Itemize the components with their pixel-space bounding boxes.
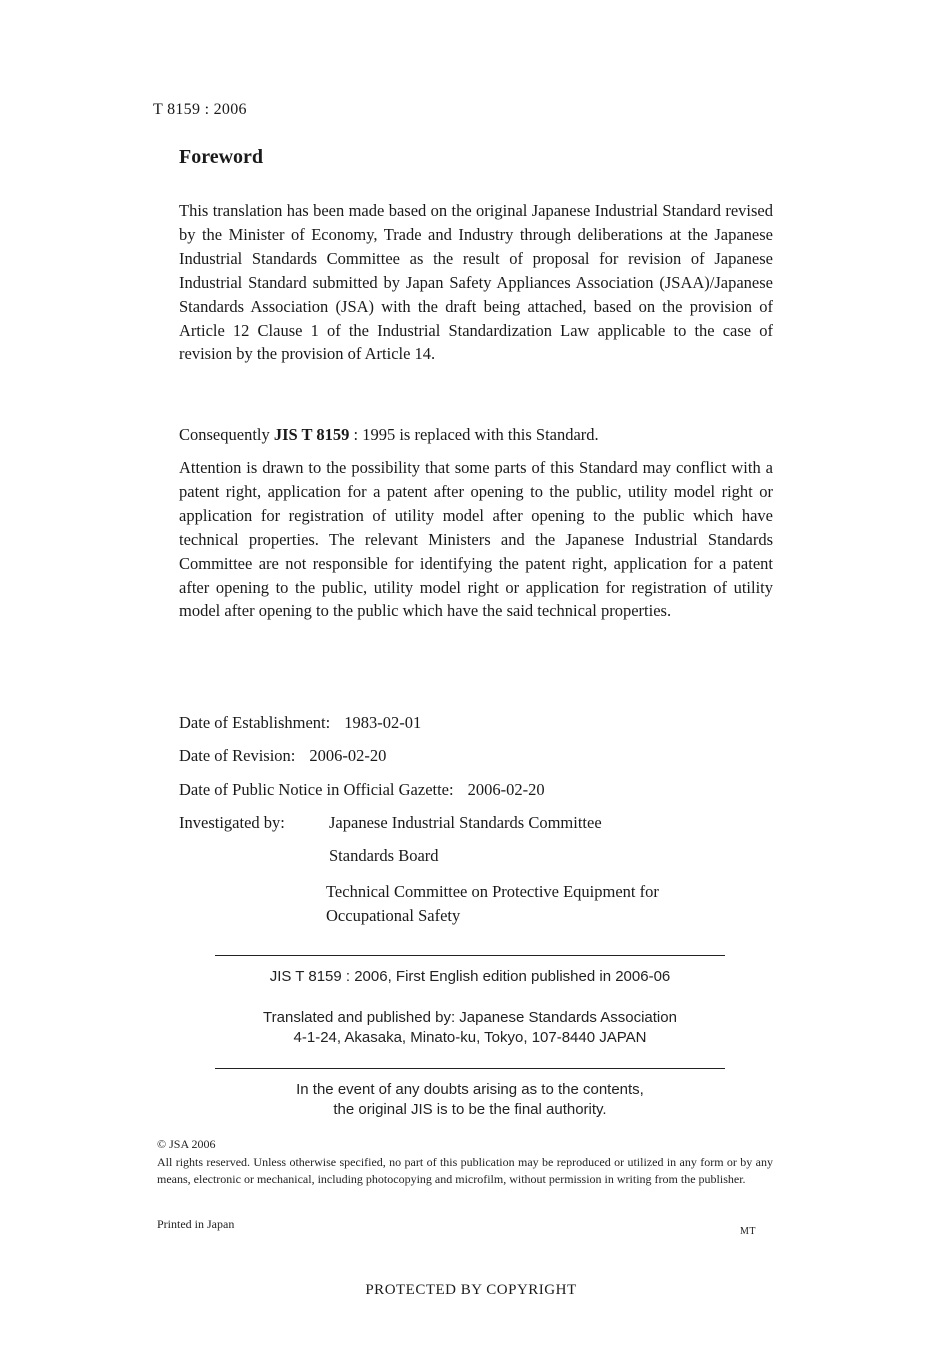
publisher-block: [215, 1008, 725, 1048]
authority-block: [215, 1080, 725, 1120]
revision-label: Date of Revision:: [179, 746, 296, 765]
gazette-value: 2006-02-20: [467, 780, 545, 799]
revision-date-row: [179, 746, 386, 766]
publisher-line-2: 4-1-24, Akasaka, Minato-ku, Tokyo, 107-8440 JAPAN: [293, 1029, 647, 1046]
divider-bottom: [215, 1068, 725, 1069]
printer-code: MT: [740, 1226, 756, 1237]
authority-line-1: In the event of any doubts arising as to the contents,: [296, 1081, 644, 1098]
foreword-title: Foreword: [179, 146, 264, 168]
divider-top: [215, 955, 725, 956]
authority-line-2: the original JIS is to be the final authority.: [333, 1101, 607, 1118]
copyright-holder: © JSA 2006: [157, 1137, 216, 1151]
gazette-date-row: [179, 780, 545, 800]
document-id: T 8159 : 2006: [153, 101, 247, 118]
investigated-by-board: Standards Board: [329, 846, 439, 865]
investigated-label: Investigated by:: [179, 813, 285, 832]
printed-in: Printed in Japan: [157, 1217, 235, 1231]
establishment-value: 1983-02-01: [344, 713, 422, 732]
publisher-line-1: Translated and published by: Japanese Standards Association: [263, 1009, 677, 1026]
gazette-label: Date of Public Notice in Official Gazette:: [179, 780, 454, 799]
investigated-by-technical-committee: [326, 880, 659, 928]
rights-notice: All rights reserved. Unless otherwise specified, no part of this publication may be reproduced or utilized in any form or by any means, electronic or mechanical, including photocopying and microfilm, without permission in writing from the publisher.: [157, 1155, 773, 1187]
paragraph-2-prefix: Consequently: [179, 425, 274, 444]
superseded-standard-id: JIS T 8159: [273, 425, 350, 444]
revision-value: 2006-02-20: [309, 746, 387, 765]
foreword-paragraph-1: This translation has been made based on the original Japanese Industrial Standard revised by the Minister of Economy, Trade and Industry through deliberations at the Japanese Industrial Standards Committee as the result of proposal for revision of Japanese Industrial Standard submitted by Japan Safety Appliances Association (JSAA)/Japanese Standards Association (JSA) with the draft being attached, based on the provision of Article 12 Clause 1 of the Industrial Standardization Law applicable to the case of revision by the provision of Article 14.: [179, 201, 773, 364]
foreword-paragraph-3: Attention is drawn to the possibility that some parts of this Standard may conflict with a patent right, application for a patent after opening to the public, utility model right or application for registration of utility model after opening to the public which have technical properties. The relevant Ministers and the Japanese Industrial Standards Committee are not responsible for identifying the patent right, application for a patent after opening to the public, utility model right or application for registration of utility model after opening to the public which have the said technical properties.: [179, 458, 773, 621]
establishment-label: Date of Establishment:: [179, 713, 331, 732]
foreword-paragraph-2: [179, 423, 773, 447]
investigated-by-committee: Japanese Industrial Standards Committee: [329, 813, 602, 832]
establishment-date-row: [179, 713, 421, 733]
technical-committee-line-1: Technical Committee on Protective Equipment for: [326, 882, 659, 901]
edition-line: JIS T 8159 : 2006, First English edition published in 2006-06: [269, 968, 671, 985]
paragraph-2-suffix: : 1995 is replaced with this Standard.: [349, 425, 599, 444]
copyright-footer: PROTECTED BY COPYRIGHT: [365, 1282, 577, 1298]
technical-committee-line-2: Occupational Safety: [326, 906, 461, 925]
